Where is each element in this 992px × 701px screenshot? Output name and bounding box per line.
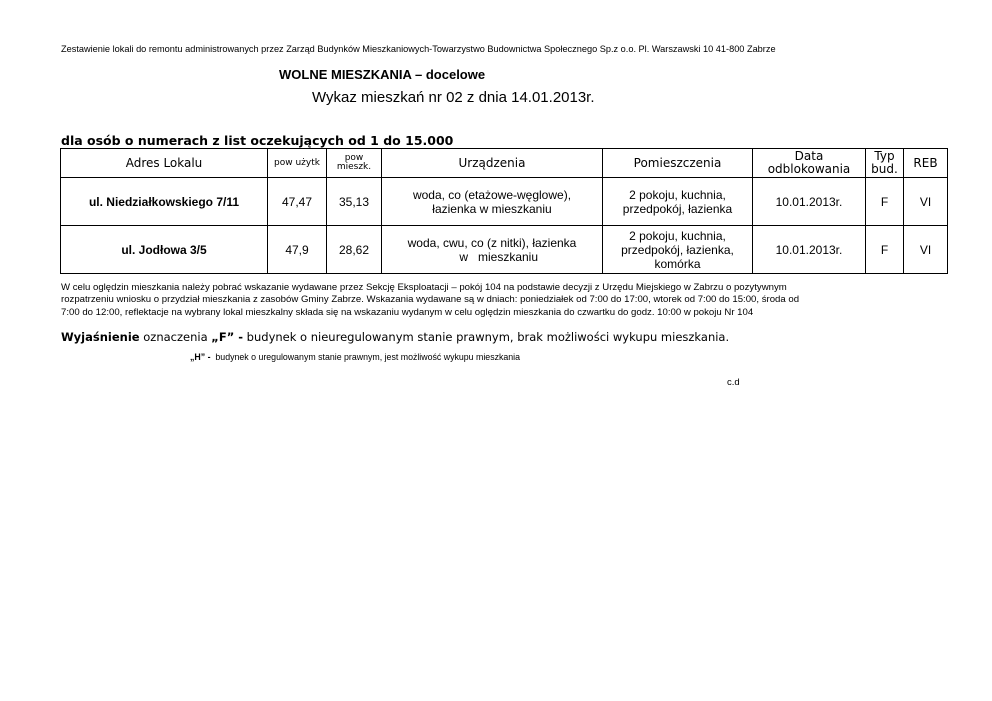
note-line: 7:00 do 12:00, reflektacje na wybrany lokal mieszkalny składa się na wskazaniu wydanym w celu oględzin mieszkania do czwartku do godz. 10:00 w pokoju Nr 104 [61, 306, 754, 318]
explanation-f [61, 330, 729, 344]
cell-usable-area: 47,9 [268, 226, 327, 274]
header-rooms: Pomieszczenia [603, 149, 753, 178]
explanation-h [190, 352, 520, 362]
cell-address: ul. Niedziałkowskiego 7/11 [61, 178, 268, 226]
cell-building-type: F [866, 226, 904, 274]
note-line: W celu oględzin mieszkania należy pobrać wskazanie wydawane przez Sekcję Eksploatacji – pokój 104 na podstawie decyzji z Urzędu Miejskiego w Zabrzu o pozytywnym [61, 282, 787, 293]
table-row [61, 178, 948, 226]
rooms-line: komórka [654, 256, 701, 271]
cell-installations [382, 178, 603, 226]
header-building-type: Typ bud. [866, 149, 904, 178]
cell-living-area: 28,62 [327, 226, 382, 274]
rooms-line: przedpokój, łazienka [622, 201, 733, 216]
rooms-line: przedpokój, łazienka, [621, 242, 734, 257]
continuation-mark: c.d [727, 377, 740, 388]
explanation-code-f: „F” - [211, 330, 244, 344]
document-title: WOLNE MIESZKANIA – docelowe [279, 67, 486, 82]
note-line: rozpatrzeniu wniosku o przydział mieszkania z zasobów Gminy Zabrze. Wskazania wydawane są w dniach: poniedziałek od 7:00 do 17:00, wtorek od 7:00 do 15:00, środa od [61, 294, 800, 306]
header-usable-area: pow użytk [268, 149, 327, 178]
cell-living-area: 35,13 [327, 178, 382, 226]
explanation-text: oznaczenia [139, 330, 212, 344]
explanation-text: budynek o uregulowanym stanie prawnym, jest możliwość wykupu mieszkania [210, 352, 521, 362]
rooms-line: 2 pokoju, kuchnia, [629, 228, 726, 243]
cell-rooms [603, 226, 753, 274]
explanation-code-h: „H” - [190, 352, 211, 362]
table-row [61, 226, 948, 274]
eligibility-criteria: dla osób o numerach z list oczekujących od 1 do 15.000 [61, 133, 454, 148]
cell-unlock-date: 10.01.2013r. [753, 178, 866, 226]
cell-installations [382, 226, 603, 274]
installations-line: woda, cwu, co (z nitki), łazienka [407, 235, 577, 250]
header-reb: REB [904, 149, 948, 178]
installations-line: w mieszkaniu [445, 249, 539, 264]
explanation-label: Wyjaśnienie [61, 330, 140, 344]
header-installations: Urządzenia [382, 149, 603, 178]
inspection-note [61, 282, 931, 319]
rooms-line: 2 pokoju, kuchnia, [629, 187, 726, 202]
cell-usable-area: 47,47 [268, 178, 327, 226]
cell-building-type: F [866, 178, 904, 226]
explanation-text: budynek o nieuregulowanym stanie prawnym, brak możliwości wykupu mieszkania. [243, 330, 730, 344]
installations-line: woda, co (etażowe-węglowe), [412, 187, 572, 202]
installations-line: łazienka w mieszkaniu [432, 201, 552, 216]
header-living-area: pow mieszk. [327, 149, 382, 178]
document-subtitle: Wykaz mieszkań nr 02 z dnia 14.01.2013r. [312, 89, 595, 106]
document-header: Zestawienie lokali do remontu administrowanych przez Zarząd Budynków Mieszkaniowych-Towarzystwo Budownictwa Społecznego Sp.z o.o. Pl. Warszawski 10 41-800 Zabrze [61, 44, 776, 54]
cell-unlock-date: 10.01.2013r. [753, 226, 866, 274]
table-header-row [61, 149, 948, 178]
cell-reb: VI [904, 178, 948, 226]
cell-rooms [603, 178, 753, 226]
cell-reb: VI [904, 226, 948, 274]
apartments-table [60, 148, 948, 274]
header-address: Adres Lokalu [61, 149, 268, 178]
cell-address: ul. Jodłowa 3/5 [61, 226, 268, 274]
header-unlock-date: Data odblokowania [753, 149, 866, 178]
